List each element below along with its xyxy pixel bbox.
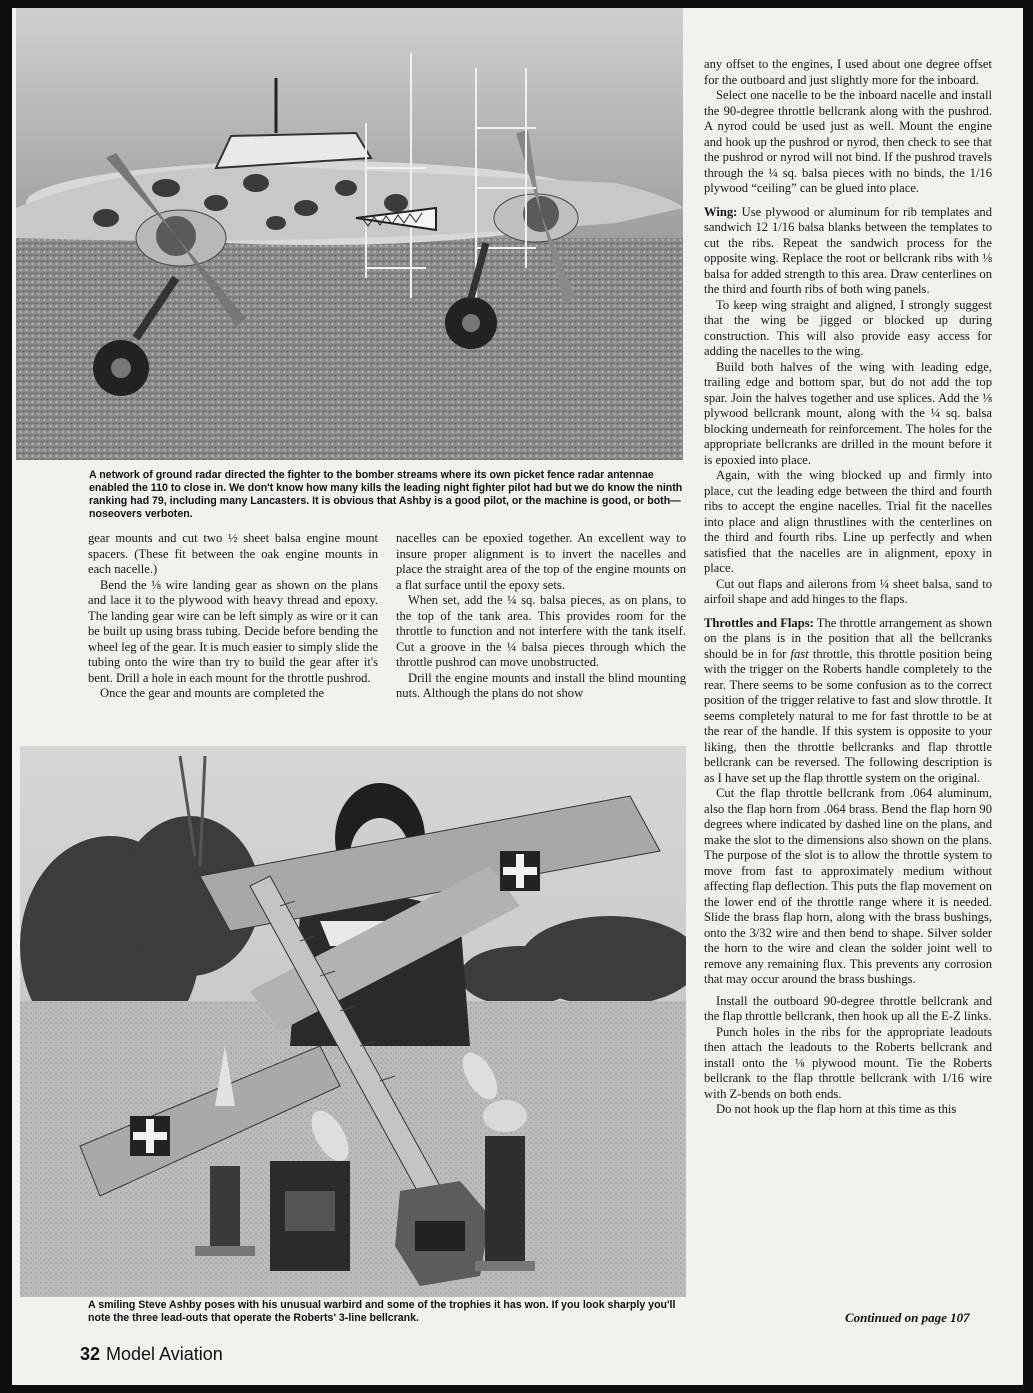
wing-heading: Wing: bbox=[704, 204, 738, 219]
page-number: 32 bbox=[80, 1344, 101, 1364]
caption-top-photo: A network of ground radar directed the fighter to the bomber streams where its own picket fence radar antennae enabled the 110 to close in. We don't know how many kills the leading night fighter pilot had but we do know the ninth ranking had 79, including many Lancasters. It is obvious that Ashby is a good pilot, or the machine is good, or both—noseovers verboten. bbox=[89, 469, 683, 520]
throttle-text-b: throttle, this throttle position being with the trigger on the Roberts handle completely to the rear. There seems to be some confusion as to the correct position of the trigger relative to fast and slow throttle. It seems completely natural to me for fast throttle to be at the rear of the handle. If this system is opposite to your liking, then the throttle bellcranks and flap throttle bellcrank can be reversed. The following description is as I have set up the flap throttle system on the original. bbox=[704, 646, 992, 785]
text-column-2 bbox=[396, 531, 686, 702]
col3-paragraph: Cut the flap throttle bellcrank from .064 aluminum, also the flap horn from .064 brass. Bend the flap horn 90 degrees where indicated by dashed line on the plans, and make the slot to the dimensions also shown on the plans. The purpose of the slot is to allow the throttle system to move from fast to approximately medium without affecting flap deflection. This puts the flap movement on the lower end of the throttle range where it is needed. Slide the brass flap horn, along with the brass bushings, onto the 3/32 wire and then bend to shape. Silver solder the horn to the wire and clean the solder joint well to remove any remaining flux. This prevents any corrosion that may occur around the brass bushings. bbox=[704, 786, 992, 986]
col3-paragraph: Select one nacelle to be the inboard nacelle and install the 90-degree throttle bellcrank along with the pushrod. A nyrod could be used just as well. Mount the engine and hook up the pushrod or nyrod, then check to see that the pushrod or nyrod will not bind. If the pushrod travels through the ¼ sq. balsa pieces with no binds, the 1/16 plywood “ceiling” can be glued into place. bbox=[704, 88, 992, 195]
ashby-photo-image bbox=[20, 746, 686, 1297]
col3-paragraph: Install the outboard 90-degree throttle bellcrank and the flap throttle bellcrank, then hook up all the E-Z links. bbox=[704, 993, 992, 1023]
col3-paragraph: any offset to the engines, I used about one degree offset for the outboard and just slightly more for the inboard. bbox=[704, 57, 992, 87]
col2-paragraph: When set, add the ¼ sq. balsa pieces, as on plans, to the top of the tank area. This provides room for the throttle to function and not interfere with the tank itself. Cut a groove in the ¼ balsa pieces through which the throttle pushrod can move unobstructed. bbox=[396, 593, 686, 669]
throttle-section-paragraph bbox=[704, 616, 992, 787]
wing-first-text: Use plywood or aluminum for rib templates and sandwich 12 1/16 balsa blanks between the templates to cut the ribs. Repeat the sandwich process for the opposite wing. Replace the root or bellcrank ribs with ⅛ balsa for added strength to this area. Draw centerlines on the third and fourth ribs of both wing panels. bbox=[704, 204, 992, 296]
col3-paragraph: Do not hook up the flap horn at this time as this bbox=[716, 1102, 957, 1116]
magazine-page bbox=[12, 8, 1023, 1385]
throttle-text-a: The throttle arrangement as shown on the plans is in the position that all the bellcranks should be in for bbox=[704, 615, 992, 661]
col1-paragraph: Bend the ⅛ wire landing gear as shown on the plans and lace it to the plywood with heavy thread and epoxy. The landing gear wire can be left simply as wire or it can be built up using brass tubing. Decide before bending the wheel leg of the gear. It is much easier to simply slide the tubing onto the wire than try to build the gear after it's bent. Drill a hole in each mount for the throttle pushrod. bbox=[88, 577, 378, 685]
wing-section-paragraph bbox=[704, 205, 992, 298]
text-column-1 bbox=[88, 531, 378, 702]
throttles-flaps-heading: Throttles and Flaps: bbox=[704, 615, 814, 630]
col1-paragraph: gear mounts and cut two ½ sheet balsa engine mount spacers. (These fit between the oak engine mounts in each nacelle.) bbox=[88, 531, 378, 576]
throttle-fast-italic: fast bbox=[790, 646, 809, 661]
col3-paragraph: Build both halves of the wing with leading edge, trailing edge and bottom spar, but do not add the top spar. Join the halves together and use splices. Add the ⅛ plywood bellcrank mount, along with the ¼ sq. balsa blocking underneath for reinforcement. The holes for the appropriate bellcranks are drilled in the mount before it is epoxied into place. bbox=[704, 359, 992, 467]
page-footer bbox=[80, 1344, 223, 1365]
caption-bottom-photo: A smiling Steve Ashby poses with his unusual warbird and some of the trophies it has won. If you look sharply you'll note the three lead-outs that operate the Roberts' 3-line bellcrank. bbox=[88, 1299, 676, 1324]
text-column-3 bbox=[704, 57, 992, 1118]
photo-night-fighter-model bbox=[16, 8, 683, 460]
col2-paragraph: Drill the engine mounts and install the blind mounting nuts. Although the plans do not show bbox=[396, 670, 686, 700]
photo-steve-ashby-with-trophies bbox=[20, 746, 686, 1297]
continued-note: Continued on page 107 bbox=[845, 1310, 970, 1325]
col3-paragraph: To keep wing straight and aligned, I strongly suggest that the wing be jigged or blocked up during construction. This will also provide easy access for adding the nacelles to the wing. bbox=[704, 297, 992, 358]
col3-paragraph: Punch holes in the ribs for the appropriate leadouts then attach the leadouts to the Roberts bellcrank and install onto the ⅛ plywood mount. Tie the Roberts bellcrank to the flap throttle bellcrank with 1/16 wire with Z-bends on both ends. bbox=[704, 1024, 992, 1101]
col3-paragraph: Cut out flaps and ailerons from ¼ sheet balsa, sand to airfoil shape and add hinges to the flaps. bbox=[704, 576, 992, 606]
night-fighter-photo-image bbox=[16, 8, 683, 460]
magazine-name: Model Aviation bbox=[106, 1344, 223, 1364]
col1-paragraph: Once the gear and mounts are completed the bbox=[100, 686, 325, 700]
col3-paragraph: Again, with the wing blocked up and firmly into place, cut the leading edge between the third and fourth ribs to accept the engine nacelles. Trial fit the nacelles into place and align thrustlines with the centerlines on the third and fourth ribs. Line up perfectly and when satisfied that the nacelles are in alignment, epoxy in place. bbox=[704, 468, 992, 575]
col2-paragraph: nacelles can be epoxied together. An excellent way to insure proper alignment is to invert the nacelles and place the straight area of the top of the engine mounts on a flat surface until the epoxy sets. bbox=[396, 531, 686, 592]
